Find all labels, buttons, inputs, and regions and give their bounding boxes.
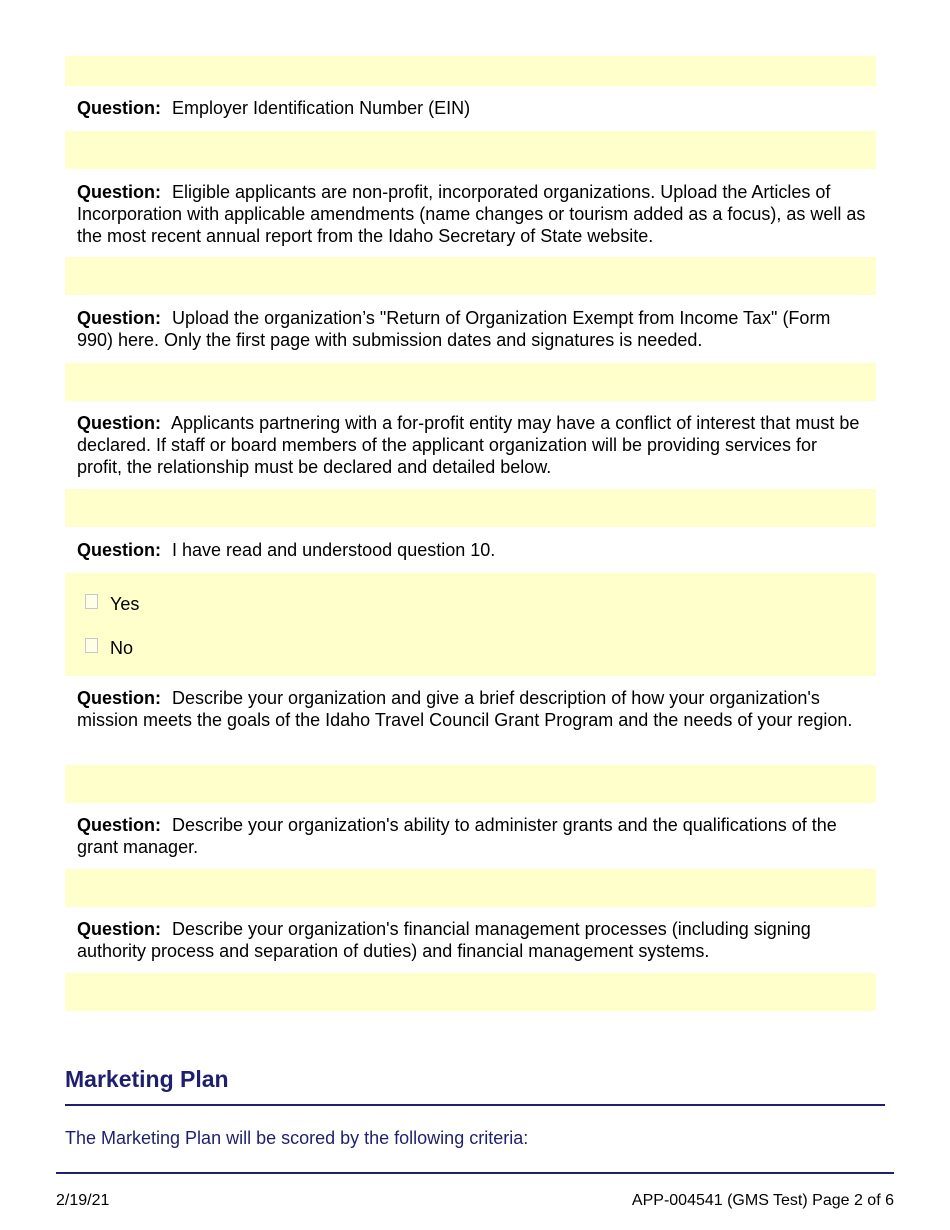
answer-field-administer-grants[interactable] <box>65 869 876 907</box>
question-text: Upload the organization’s "Return of Organization Exempt from Income Tax" (Form 990) here. Only the first page with submission dates and signatures is needed. <box>77 308 831 350</box>
question-label: Question: <box>77 413 161 433</box>
question-text: Describe your organization's ability to administer grants and the qualifications of the grant manager. <box>77 815 837 857</box>
question-label: Question: <box>77 540 161 560</box>
footer-date: 2/19/21 <box>56 1192 110 1209</box>
question-financial-management <box>77 918 867 962</box>
question-administer-grants <box>77 814 867 858</box>
answer-field-form-990[interactable] <box>65 363 876 401</box>
question-describe-organization <box>77 687 867 731</box>
question-ein <box>77 97 867 119</box>
answer-field-articles[interactable] <box>65 257 876 295</box>
question-articles <box>77 181 867 247</box>
question-conflict <box>77 412 867 478</box>
yes-checkbox[interactable] <box>85 594 98 609</box>
footer-divider <box>56 1172 894 1174</box>
question-label: Question: <box>77 815 161 835</box>
question-read-understood <box>77 539 867 561</box>
question-label: Question: <box>77 182 161 202</box>
question-text: Describe your organization and give a brief description of how your organization's mission meets the goals of the Idaho Travel Council Grant Program and the needs of your region. <box>77 688 853 730</box>
answer-field-conflict[interactable] <box>65 489 876 527</box>
answer-field-top[interactable] <box>65 56 876 86</box>
footer-page-info: APP-004541 (GMS Test) Page 2 of 6 <box>631 1192 894 1209</box>
question-label: Question: <box>77 688 161 708</box>
question-label: Question: <box>77 98 161 118</box>
yes-label: Yes <box>110 594 140 614</box>
section-intro: The Marketing Plan will be scored by the following criteria: <box>65 1128 529 1148</box>
section-divider <box>65 1104 885 1106</box>
no-label: No <box>110 638 134 658</box>
no-checkbox[interactable] <box>85 638 98 653</box>
option-no[interactable] <box>85 637 133 659</box>
question-text: I have read and understood question 10. <box>172 540 496 560</box>
question-label: Question: <box>77 919 161 939</box>
option-yes[interactable] <box>85 593 139 615</box>
section-title: Marketing Plan <box>65 1066 229 1092</box>
answer-options-panel <box>65 573 876 676</box>
question-label: Question: <box>77 308 161 328</box>
question-text: Applicants partnering with a for-profit entity may have a conflict of interest that must be declared. If staff or board members of the applicant organization will be providing services for profit, the relationship must be declared and detailed below. <box>77 413 860 477</box>
question-text: Describe your organization's financial management processes (including signing authority process and separation of duties) and financial management systems. <box>77 919 811 961</box>
question-text: Eligible applicants are non-profit, incorporated organizations. Upload the Articles of Incorporation with applicable amendments (name changes or tourism added as a focus), as well as the most recent annual report from the Idaho Secretary of State website. <box>77 182 866 246</box>
answer-field-ein[interactable] <box>65 131 876 169</box>
answer-field-describe-organization[interactable] <box>65 765 876 803</box>
question-form-990 <box>77 307 867 351</box>
answer-field-financial-management[interactable] <box>65 973 876 1011</box>
question-text: Employer Identification Number (EIN) <box>172 98 471 118</box>
